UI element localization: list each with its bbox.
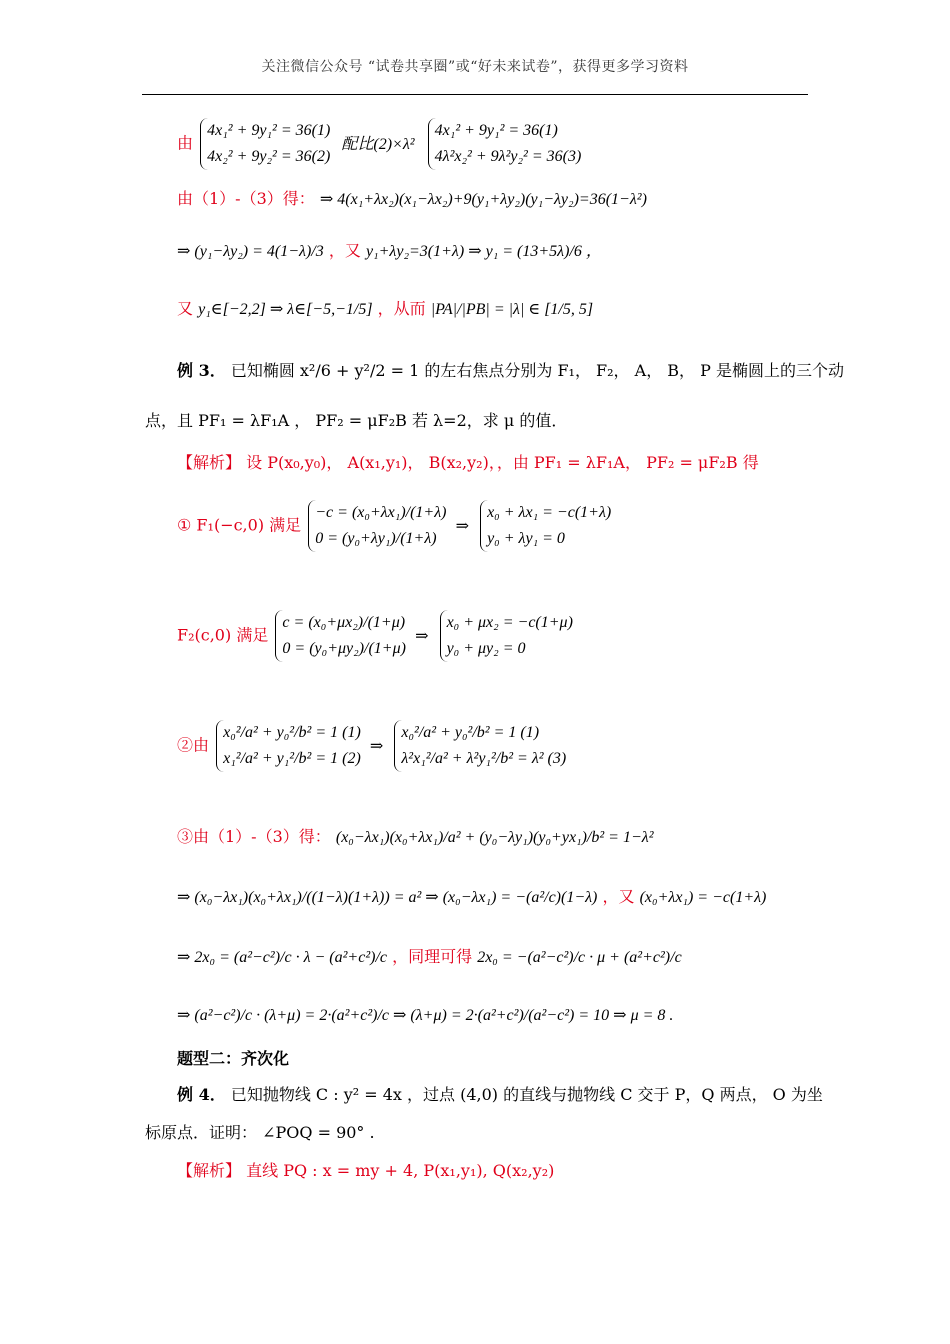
system-row: y₀ + λy₁ = 0: [487, 530, 565, 547]
equation: 2x₀ = −(a²−c²)/c · μ + (a²+c²)/c: [477, 949, 682, 966]
equation-system-5: [275, 610, 406, 662]
system-row: y₀ + μy₂ = 0: [446, 640, 526, 657]
line-prefix: 由（1）-（3）得：: [177, 189, 315, 208]
page-header: 关注微信公众号 “试卷共享圈”或“好未来试卷”，获得更多学习资料: [261, 59, 689, 75]
system-row: 4x₁² + 9y₁² = 36(1): [207, 122, 331, 139]
equation: |PA|/|PB| = |λ| ∈ [1/5, 5]: [430, 301, 594, 318]
system-row: x₀²/a² + y₀²/b² = 1 (1): [223, 724, 361, 741]
example-4-statement: [177, 1084, 823, 1106]
system-row: 0 = (y₀+λy₁)/(1+λ): [315, 530, 437, 547]
section-heading: 题型二：齐次化: [177, 1049, 290, 1068]
example-label: 例 4．: [177, 1085, 226, 1104]
step-3: [177, 720, 566, 772]
example-text: 标原点．证明： ∠POQ = 90° .: [145, 1123, 375, 1142]
example-3-statement: [177, 360, 844, 382]
equation-system-2: [428, 118, 582, 170]
derivation-line-3: [177, 240, 602, 263]
example-3-statement-cont: [145, 410, 567, 432]
equation: ⇒ 2x₀ = (a²−c²)/c · λ − (a²+c²)/c: [177, 949, 387, 966]
equation-system-4: [480, 500, 611, 552]
equation: ⇒ (x₀−λx₁)(x₀+λx₁)/((1−λ)(1+λ)) = a² ⇒ (x₀−λx₁) = −(a²/c)(1−λ): [177, 889, 598, 906]
equation: (x₀−λx₁)(x₀+λx₁)/a² + (y₀−λy₁)(y₀+yx₁)/b² = 1−λ²: [335, 829, 654, 846]
implies-arrow: ⇒: [455, 517, 469, 535]
step-6: [177, 946, 682, 969]
system-row: 0 = (y₀+μy₂)/(1+μ): [282, 640, 406, 657]
solution-text: 设 P(x₀,y₀)， A(x₁,y₁)， B(x₂,y₂)，，由 PF₁ = λF₁A， PF₂ = μF₂B 得: [246, 453, 759, 472]
step-label: ③由（1）-（3）得：: [177, 827, 331, 846]
solution-2-intro: [177, 1160, 554, 1182]
system-row: x₀ + μx₂ = −c(1+μ): [446, 614, 573, 631]
step-label: ① F₁(−c,0) 满足: [177, 515, 302, 535]
system-row: x₁²/a² + y₁²/b² = 1 (2): [223, 750, 361, 767]
system-row: 4x₁² + 9y₁² = 36(1): [434, 122, 558, 139]
equation-system-3: [308, 500, 446, 552]
equation: (x₀+λx₁) = −c(1+λ): [639, 889, 767, 906]
equation-system-6: [440, 610, 573, 662]
implies-arrow: ⇒: [415, 627, 429, 645]
example-text: 已知抛物线 C : y² = 4x ，过点 (4,0) 的直线与抛物线 C 交于 P，Q 两点， O 为坐: [230, 1085, 823, 1104]
equation: y₁+λy₂=3(1+λ) ⇒ y₁ = (13+5λ)/6 ，: [365, 243, 602, 260]
step-5: [177, 886, 766, 909]
system-line-1: [177, 118, 581, 170]
connector-text: ，从而: [377, 299, 426, 318]
system-row: 4λ²x₂² + 9λ²y₂² = 36(3): [434, 148, 582, 165]
equation: y₁∈[−2,2] ⇒ λ∈[−5,−1/5]: [198, 301, 373, 318]
example-text: 已知椭圆 x²/6 + y²/2 = 1 的左右焦点分别为 F₁， F₂， A， B， P 是椭圆上的三个动: [230, 361, 844, 380]
derivation-line-2: [177, 188, 647, 211]
step-label: F₂(c,0) 满足: [177, 625, 269, 645]
system-row: c = (x₀+μx₂)/(1+μ): [282, 614, 406, 631]
derivation-line-4: [177, 298, 593, 321]
equation: ⇒ (y₁−λy₂) = 4(1−λ)/3: [177, 243, 324, 260]
equation-system-8: [394, 720, 566, 772]
system-row: 4x₂² + 9y₂² = 36(2): [207, 148, 331, 165]
ratio-arrow: 配比(2)×λ²: [341, 135, 415, 153]
step-4: [177, 826, 654, 849]
connector-text: 又: [177, 299, 194, 318]
solution-intro: [177, 452, 759, 474]
solution-label: 【解析】: [177, 453, 242, 472]
step-7: [177, 1004, 673, 1027]
connector-text: ，又: [602, 887, 635, 906]
equation-system-1: [200, 118, 330, 170]
connector-text: ，同理可得: [392, 947, 473, 966]
equation: ⇒ (a²−c²)/c · (λ+μ) = 2·(a²+c²)/c ⇒ (λ+μ) = 2·(a²+c²)/(a²−c²) = 10 ⇒ μ = 8 .: [177, 1007, 674, 1024]
system-row: x₀²/a² + y₀²/b² = 1 (1): [401, 724, 540, 741]
equation: ⇒ 4(x₁+λx₂)(x₁−λx₂)+9(y₁+λy₂)(y₁−λy₂)=36(1−λ²): [319, 191, 647, 208]
example-4-statement-cont: [145, 1122, 375, 1144]
example-text: 点，且 PF₁ = λF₁A ， PF₂ = μF₂B 若 λ=2，求 μ 的值．: [145, 411, 568, 430]
system-row: λ²x₁²/a² + λ²y₁²/b² = λ² (3): [401, 750, 567, 767]
header-divider: [142, 94, 808, 95]
solution-text: 直线 PQ : x = my + 4, P(x₁,y₁), Q(x₂,y₂): [246, 1161, 555, 1180]
step-label: ②由: [177, 735, 210, 755]
implies-arrow: ⇒: [369, 737, 384, 755]
connector-text: ，又: [328, 241, 361, 260]
step-2: [177, 610, 573, 662]
solution-label: 【解析】: [177, 1161, 242, 1180]
equation-system-7: [216, 720, 361, 772]
step-1: [177, 500, 611, 552]
system-row: x₀ + λx₁ = −c(1+λ): [487, 504, 612, 521]
line-prefix: 由: [177, 133, 194, 153]
example-label: 例 3．: [177, 361, 226, 380]
system-row: −c = (x₀+λx₁)/(1+λ): [315, 504, 447, 521]
